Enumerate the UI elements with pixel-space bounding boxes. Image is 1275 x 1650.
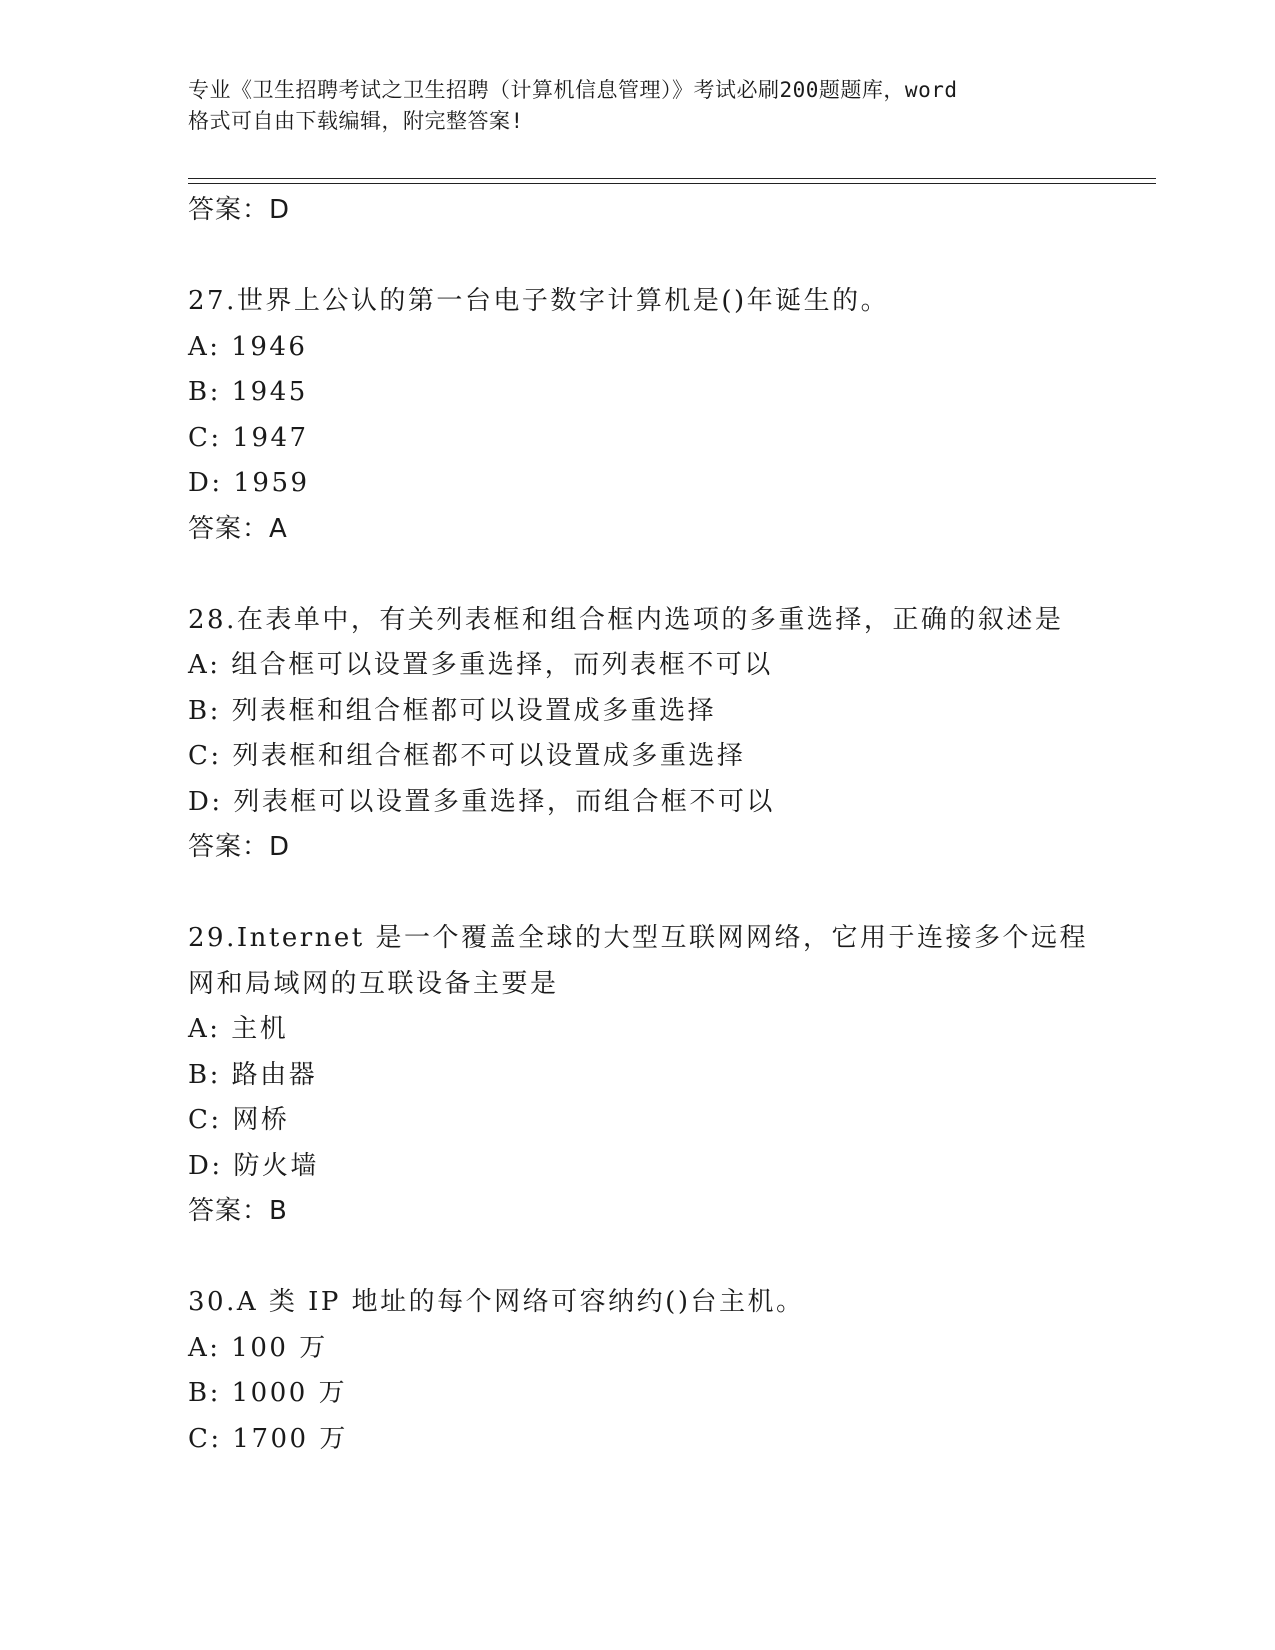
answer-line: 答案：A <box>188 513 288 544</box>
spacer <box>188 552 1108 598</box>
document-header <box>188 75 1088 137</box>
question-text-line-2: 网和局域网的互联设备主要是 <box>188 968 559 999</box>
question-list <box>188 188 1108 1462</box>
option-d: D: 1959 <box>188 468 310 498</box>
option-b: B: 列表框和组合框都可以设置成多重选择 <box>188 695 717 726</box>
question-text-line-1: 29.Internet 是一个覆盖全球的大型互联网网络，它用于连接多个远程 <box>188 923 1088 953</box>
option-c: C: 列表框和组合框都不可以设置成多重选择 <box>188 741 746 771</box>
answer-line: 答案：D <box>188 195 291 225</box>
answer-line: 答案：B <box>188 1196 288 1226</box>
spacer <box>188 871 1108 917</box>
header-divider-top <box>188 178 1156 179</box>
answer-line: 答案：D <box>188 832 291 862</box>
spacer <box>188 1235 1108 1281</box>
option-d: D: 防火墙 <box>188 1150 319 1181</box>
question-text: 30.A 类 IP 地址的每个网络可容纳约()台主机。 <box>188 1287 805 1317</box>
question-block-27 <box>188 279 1108 552</box>
spacer <box>188 234 1108 280</box>
question-block-29 <box>188 916 1108 1235</box>
option-c: C: 网桥 <box>188 1105 290 1135</box>
option-d: D: 列表框可以设置多重选择，而组合框不可以 <box>188 786 775 817</box>
option-c: C: 1700 万 <box>188 1423 348 1454</box>
option-a: A: 组合框可以设置多重选择，而列表框不可以 <box>188 650 773 680</box>
option-b: B: 1000 万 <box>188 1378 348 1408</box>
question-text: 28.在表单中，有关列表框和组合框内选项的多重选择，正确的叙述是 <box>188 604 1064 635</box>
question-text: 27.世界上公认的第一台电子数字计算机是()年诞生的。 <box>188 286 890 316</box>
header-divider-bottom <box>188 183 1156 184</box>
option-b: B: 路由器 <box>188 1059 318 1090</box>
option-a: A: 100 万 <box>188 1332 328 1363</box>
option-a: A: 1946 <box>188 331 308 362</box>
header-line-1: 专业《卫生招聘考试之卫生招聘（计算机信息管理）》考试必刷200题题库，word <box>188 78 958 102</box>
option-c: C: 1947 <box>188 422 309 453</box>
question-block-30 <box>188 1280 1108 1462</box>
option-a: A: 主机 <box>188 1014 289 1044</box>
question-block-28 <box>188 598 1108 871</box>
option-b: B: 1945 <box>188 377 308 407</box>
header-line-2: 格式可自由下载编辑，附完整答案! <box>188 109 524 133</box>
